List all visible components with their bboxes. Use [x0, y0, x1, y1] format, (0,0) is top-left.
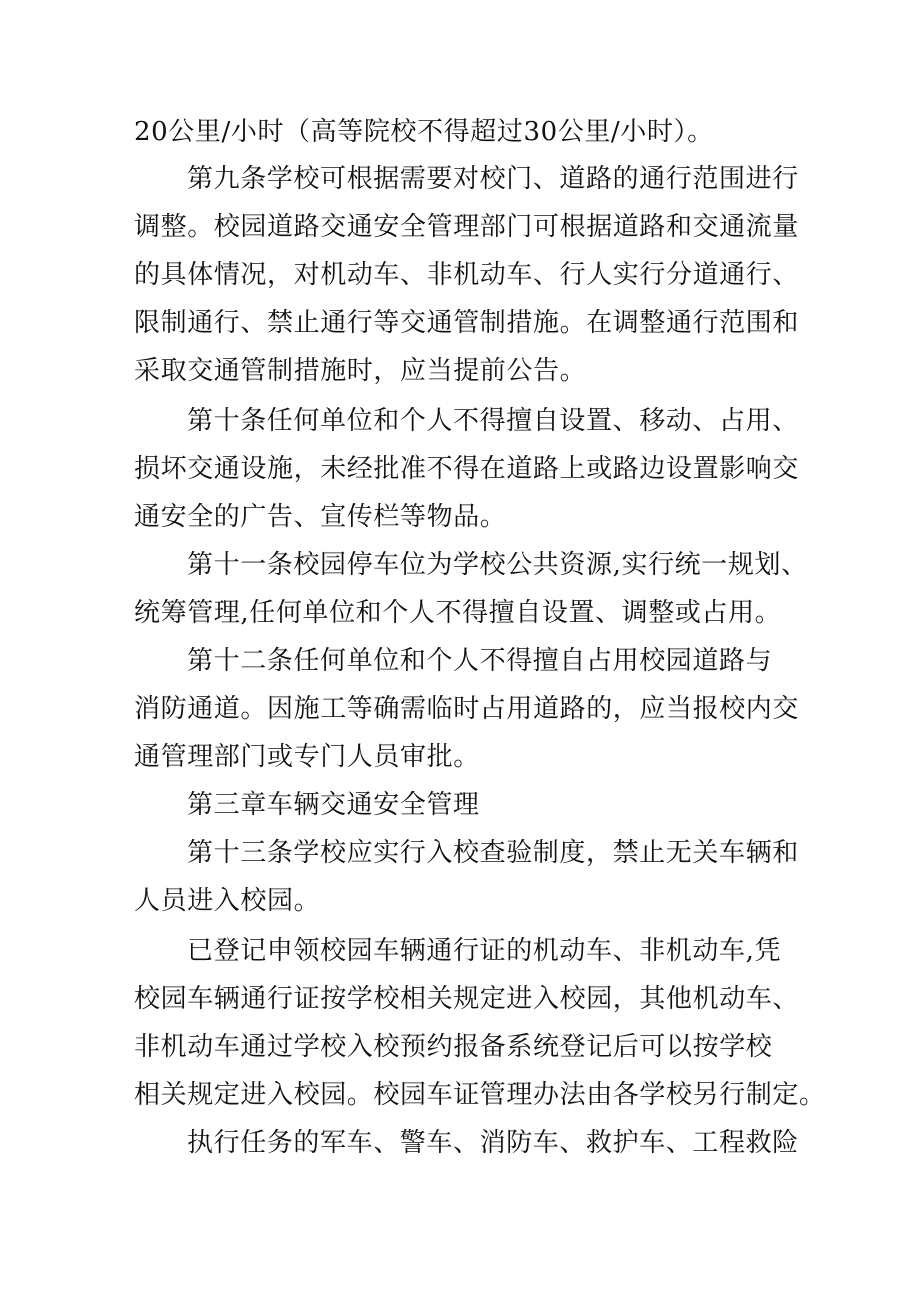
- paragraph-first-line: 执行任务的军车、警车、消防车、救护车、工程救险: [187, 1128, 799, 1158]
- paragraph-first-line: 第十条任何单位和个人不得擅自设置、移动、占用、: [187, 406, 799, 436]
- text-line: 通管理部门或专门人员审批。: [134, 742, 480, 772]
- paragraph-first-line: 第九条学校可根据需要对校门、道路的通行范围进行: [187, 164, 799, 194]
- paragraph-first-line: 第十一条校园停车位为学校公共资源,实行统一规划、: [187, 550, 808, 580]
- text-line: 通安全的广告、宣传栏等物品。: [134, 502, 507, 532]
- paragraph-first-line: 第十三条学校应实行入校查验制度，禁止无关车辆和: [187, 838, 799, 868]
- text-line: 相关规定进入校园。校园车证管理办法由各学校另行制定。: [134, 1080, 826, 1110]
- text-line: 调整。校园道路交通安全管理部门可根据道路和交通流量: [134, 212, 800, 242]
- text-line: 的具体情况，对机动车、非机动车、行人实行分道通行、: [134, 260, 800, 290]
- text-line: 人员进入校园。: [134, 886, 321, 916]
- text-line: 20公里/小时（高等院校不得超过30公里/小时）。: [134, 117, 714, 147]
- paragraph-first-line: 第十二条任何单位和个人不得擅自占用校园道路与: [187, 646, 773, 676]
- text-line: 采取交通管制措施时，应当提前公告。: [134, 356, 587, 386]
- paragraph-first-line: 已登记申领校园车辆通行证的机动车、非机动车,凭: [187, 936, 782, 966]
- text-line: 损坏交通设施，未经批准不得在道路上或路边设置影响交: [134, 454, 800, 484]
- text-line: 非机动车通过学校入校预约报备系统登记后可以按学校: [134, 1032, 773, 1062]
- chapter-heading: 第三章车辆交通安全管理: [187, 790, 480, 820]
- text-line: 校园车辆通行证按学校相关规定进入校园，其他机动车、: [134, 984, 800, 1014]
- text-line: 限制通行、禁止通行等交通管制措施。在调整通行范围和: [134, 308, 800, 338]
- text-line: 统筹管理,任何单位和个人不得擅自设置、调整或占用。: [134, 598, 782, 628]
- text-line: 消防通道。因施工等确需临时占用道路的，应当报校内交: [134, 694, 800, 724]
